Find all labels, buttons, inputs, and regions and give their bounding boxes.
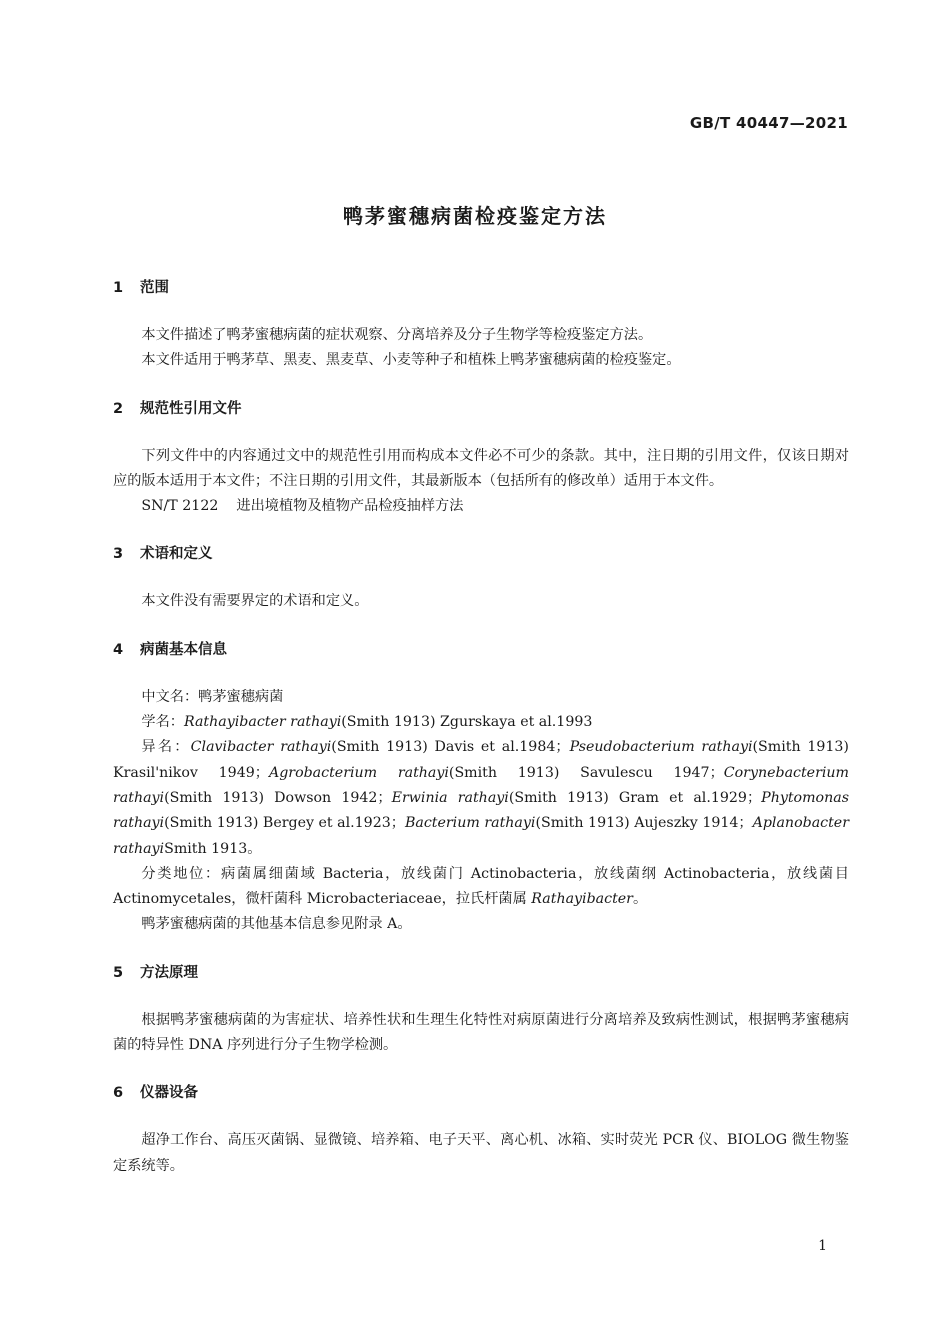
synonym-authority: (Smith 1913) Dowson 1942； <box>164 789 392 806</box>
section-number: 1 <box>113 280 124 296</box>
synonym-name: Agrobacterium rathayi <box>268 764 449 781</box>
appendix-note: 鸭茅蜜穗病菌的其他基本信息参见附录 A。 <box>141 916 412 933</box>
paragraph: 下列文件中的内容通过文中的规范性引用而构成本文件必不可少的条款。其中，注日期的引用文件，仅该日期对应的版本适用于本文件；不注日期的引用文件，其最新版本（包括所有的修改单）适用于本文件。 <box>113 447 849 489</box>
synonym-authority: Smith 1913。 <box>164 840 262 857</box>
section-number: 3 <box>113 546 124 563</box>
section-title: 方法原理 <box>140 964 198 981</box>
synonym-name: Clavibacter rathayi <box>190 739 332 756</box>
section-number: 4 <box>113 641 124 658</box>
section-heading <box>113 277 849 299</box>
section-equipment <box>113 1082 849 1179</box>
classification-genus: Rathayibacter <box>531 891 633 908</box>
section-heading <box>113 543 849 565</box>
reference-code: SN/T 2122 <box>141 498 219 515</box>
section-terms <box>113 543 849 614</box>
section-normative-references <box>113 398 849 520</box>
section-heading <box>113 398 849 420</box>
section-pathogen-info <box>113 639 849 938</box>
paragraph: 根据鸭茅蜜穗病菌的为害症状、培养性状和生理生化特性对病原菌进行分离培养及致病性测试，根据鸭茅蜜穗病菌的特异性 DNA 序列进行分子生物学检测。 <box>113 1011 849 1054</box>
paragraph: 超净工作台、高压灭菌锅、显微镜、培养箱、电子天平、离心机、冰箱、实时荧光 PCR 仪、BIOLOG 微生物鉴定系统等。 <box>113 1132 849 1174</box>
section-number: 2 <box>113 400 124 417</box>
scientific-name-binomial: Rathayibacter rathayi <box>183 714 342 731</box>
document-body <box>113 277 849 1179</box>
synonym-name: Aplanobacter rathayi <box>113 815 849 857</box>
standard-code: GB/T 40447—2021 <box>689 114 848 132</box>
section-title: 术语和定义 <box>140 546 213 563</box>
synonym-authority: (Smith 1913) Krasil'nikov 1949； <box>113 739 849 781</box>
paragraph: 本文件描述了鸭茅蜜穗病菌的症状观察、分离培养及分子生物学等检疫鉴定方法。 <box>141 327 653 343</box>
synonym-name: Erwinia rathayi <box>391 789 509 806</box>
synonym-name: Pseudobacterium rathayi <box>569 739 753 756</box>
synonym-authority: (Smith 1913) Davis et al.1984； <box>331 739 570 756</box>
page-number: 1 <box>818 1238 827 1254</box>
section-title: 范围 <box>140 280 169 296</box>
section-title: 规范性引用文件 <box>140 400 242 417</box>
section-heading <box>113 962 849 984</box>
scientific-name <box>113 710 849 735</box>
synonym-authority: (Smith 1913) Bergey et al.1923； <box>164 815 405 832</box>
classification <box>113 862 849 913</box>
synonym-name: Phytomonas rathayi <box>113 789 849 832</box>
section-heading <box>113 1082 849 1104</box>
section-title: 病菌基本信息 <box>140 641 227 658</box>
section-number: 6 <box>113 1085 124 1102</box>
synonym-authority: (Smith 1913) Gram et al.1929； <box>508 789 762 806</box>
section-title: 仪器设备 <box>140 1085 198 1102</box>
document-title: 鸭茅蜜穗病菌检疫鉴定方法 <box>343 204 607 228</box>
reference-entry <box>113 494 849 519</box>
scientific-name-authority: (Smith 1913) Zgurskaya et al.1993 <box>341 714 593 731</box>
section-principle <box>113 962 849 1059</box>
synonyms-label: 异名： <box>141 739 191 756</box>
paragraph: 本文件适用于鸭茅草、黑麦、黑麦草、小麦等种子和植株上鸭茅蜜穗病菌的检疫鉴定。 <box>141 352 681 369</box>
section-heading <box>113 639 849 661</box>
scientific-name-label: 学名： <box>141 714 184 731</box>
synonym-authority: (Smith 1913) Aujeszky 1914； <box>535 815 753 832</box>
section-number: 5 <box>113 964 124 981</box>
synonyms <box>113 735 849 861</box>
synonym-name: Corynebacterium rathayi <box>113 764 849 806</box>
reference-title: 进出境植物及植物产品检疫抽样方法 <box>236 498 464 515</box>
section-scope <box>113 277 849 374</box>
synonym-name: Bacterium rathayi <box>404 815 536 832</box>
paragraph: 本文件没有需要界定的术语和定义。 <box>141 593 369 610</box>
synonym-authority: (Smith 1913) Savulescu 1947； <box>448 764 724 781</box>
chinese-name: 中文名：鸭茅蜜穗病菌 <box>141 688 284 705</box>
classification-text: 分类地位：病菌属细菌域 Bacteria，放线菌门 Actinobacteria，放线菌纲 Actinobacteria，放线菌目 Actinomycetales，微杆菌科 Microbacteriaceae，拉氏杆菌属 <box>113 865 849 908</box>
classification-end: 。 <box>632 891 648 908</box>
